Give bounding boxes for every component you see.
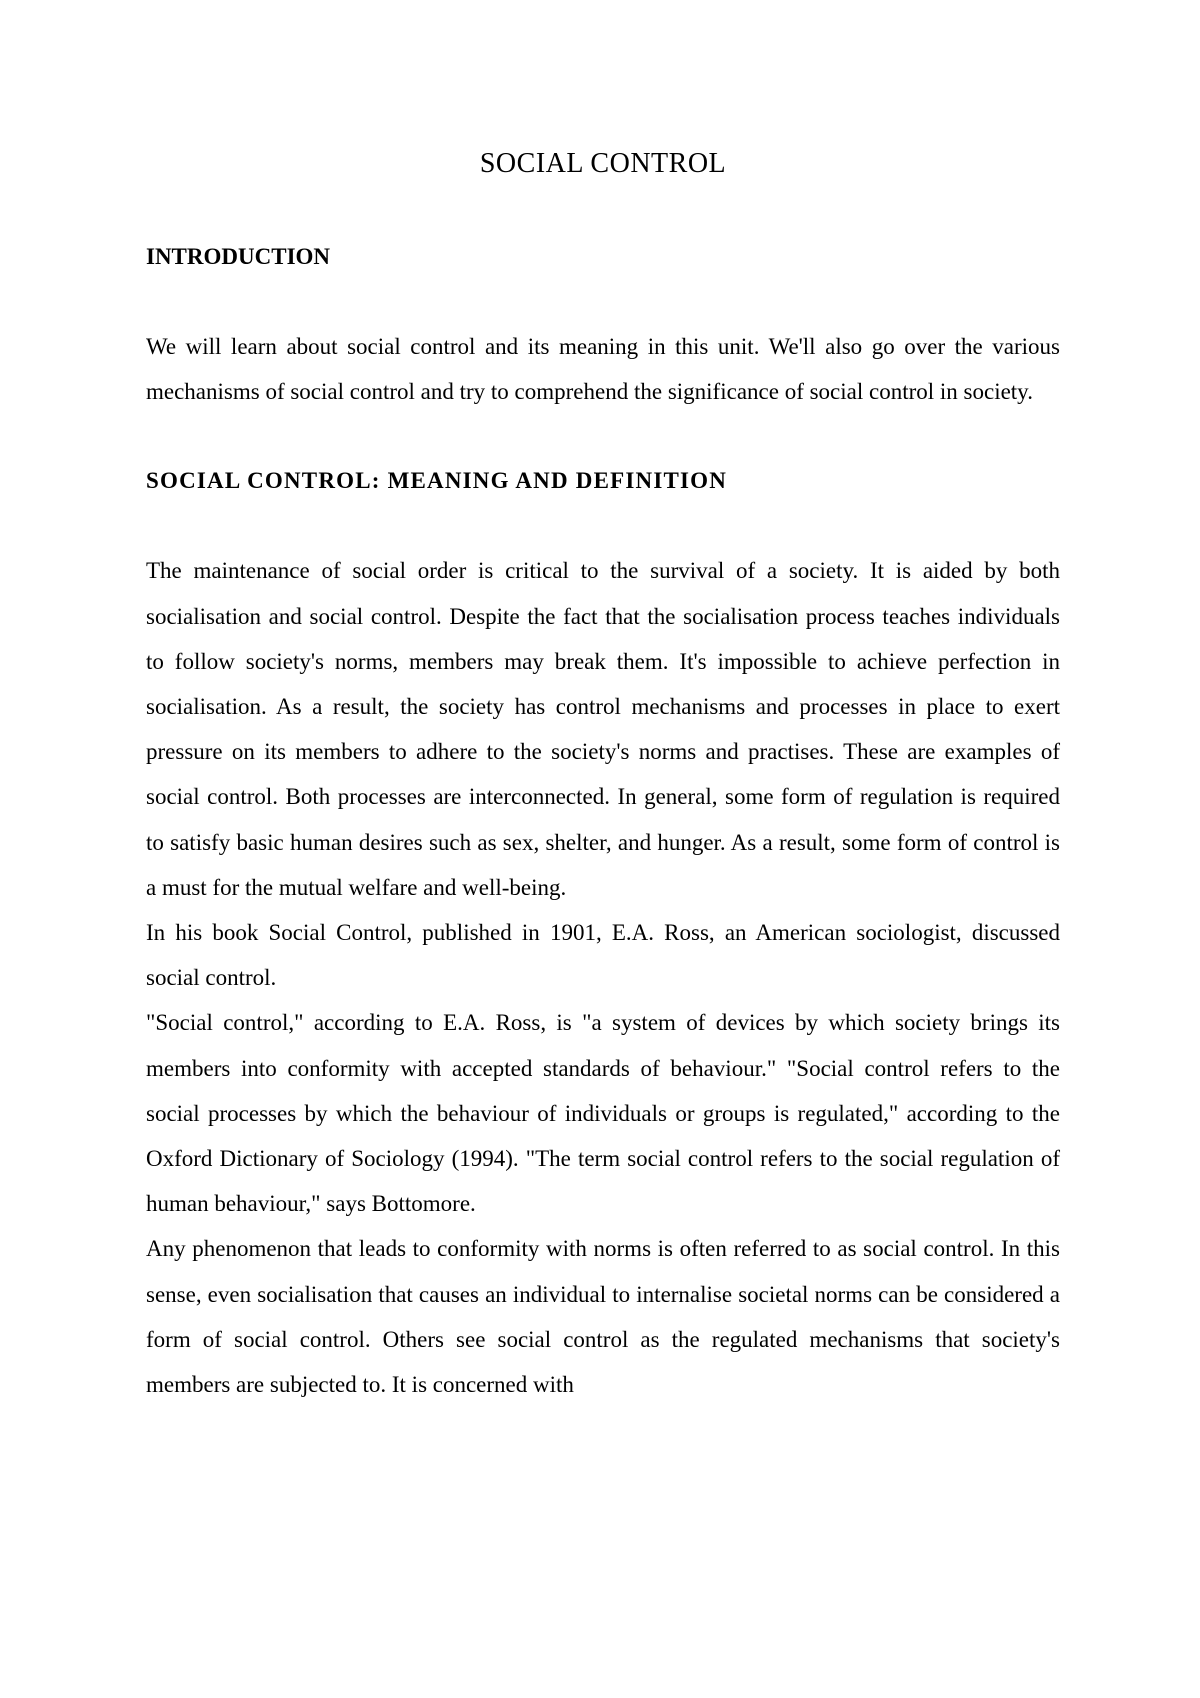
document-body (146, 140, 1060, 1407)
section-heading-meaning-and-definition: SOCIAL CONTROL: MEANING AND DEFINITION (146, 468, 728, 494)
paragraph-introduction: We will learn about social control and its meaning in this unit. We'll also go over the various mechanisms of social control and try to comprehend the significance of social control in society. (146, 334, 1060, 405)
document-title: SOCIAL CONTROL (479, 148, 727, 179)
paragraph-ross-book: In his book Social Control, published in 1901, E.A. Ross, an American sociologist, discussed social control. (146, 920, 1060, 991)
paragraph-conformity: Any phenomenon that leads to conformity with norms is often referred to as social control. In this sense, even socialisation that causes an individual to internalise societal norms can be considered a form of social control. Others see social control as the regulated mechanisms that society's members are subjected to. It is concerned with (146, 1236, 1060, 1398)
section-introduction (146, 234, 1060, 414)
section-heading-introduction: INTRODUCTION (146, 244, 331, 269)
paragraph-definitions: "Social control," according to E.A. Ross, is "a system of devices by which society brings its members into conformity with accepted standards of behaviour." "Social control refers to the social processes by which the behaviour of individuals or groups is regulated," according to the Oxford Dictionary of Sociology (1994). "The term social control refers to the social regulation of human behaviour," says Bottomore. (146, 1010, 1060, 1217)
paragraph-social-order: The maintenance of social order is critical to the survival of a society. It is aided by both socialisation and social control. Despite the fact that the socialisation process teaches individuals to follow society's norms, members may break them. It's impossible to achieve perfection in socialisation. As a result, the society has control mechanisms and processes in place to exert pressure on its members to adhere to the society's norms and practises. These are examples of social control. Both processes are interconnected. In general, some form of regulation is required to satisfy basic human desires such as sex, shelter, and hunger. As a result, some form of control is a must for the mutual welfare and well-being. (146, 558, 1060, 900)
section-meaning-and-definition (146, 458, 1060, 1407)
